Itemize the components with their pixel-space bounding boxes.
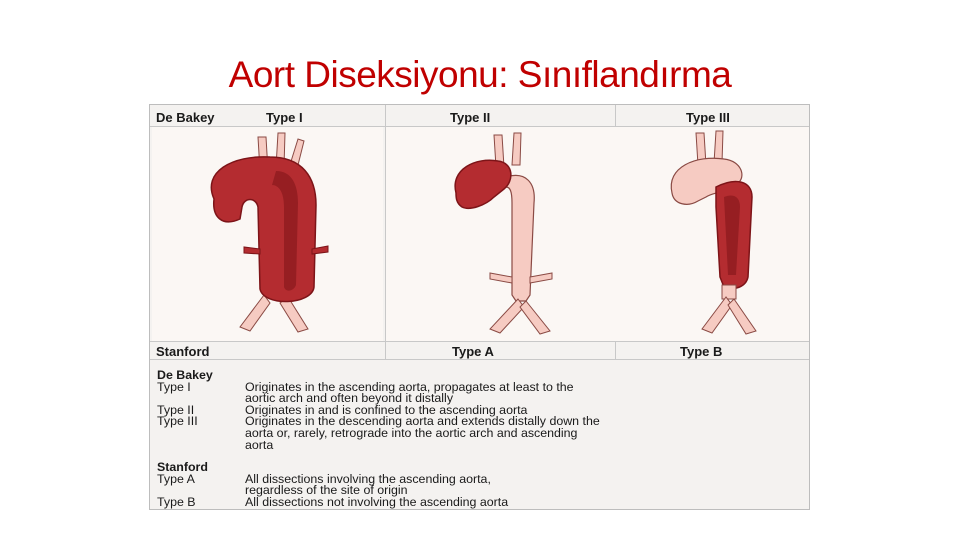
legend-key: Type B: [157, 494, 196, 509]
header-type-b: Type B: [680, 344, 723, 359]
slide-title: Aort Diseksiyonu: Sınıflandırma: [228, 54, 732, 95]
aorta-type-i-drawing: [152, 127, 383, 341]
aorta-type-ii-drawing: [386, 127, 615, 341]
legend-key: Type II: [157, 402, 195, 417]
stanford-rule-bottom: [150, 359, 810, 360]
legend-text: Originates in the descending aorta and extends distally down the: [245, 414, 600, 429]
panel-type-ii: [386, 127, 617, 341]
legend-row: [157, 494, 807, 509]
iliac-branch: [520, 301, 550, 334]
legend-key: Type I: [157, 379, 191, 394]
legend-stanford-heading: Stanford: [157, 460, 208, 475]
legend-text: Originates in the ascending aorta, propagates at least to the: [245, 379, 574, 394]
legend-row: [157, 471, 807, 498]
branch-vessel: [490, 273, 512, 283]
legend-key: Type III: [157, 414, 198, 429]
iliac-branch: [728, 299, 756, 334]
legend-key: Type A: [157, 471, 195, 486]
panel-type-i: [152, 127, 383, 341]
legend-row: [157, 379, 807, 406]
legend-debakey-heading: De Bakey: [157, 368, 213, 382]
legend-text: regardless of the site of origin: [245, 483, 408, 498]
header-type-ii: Type II: [450, 110, 491, 125]
branch-vessel: [530, 273, 552, 283]
stanford-label: Stanford: [156, 344, 210, 359]
header-type-iii: Type III: [686, 110, 730, 125]
stanford-rule-top: [150, 341, 810, 342]
branch-vessel: [244, 247, 260, 254]
legend-text: All dissections not involving the ascending aorta: [245, 494, 509, 509]
legend-text: aortic arch and often beyond it distally: [245, 391, 454, 406]
legend-text: aorta: [245, 437, 274, 452]
legend-row: [157, 416, 807, 451]
classification-figure: [149, 104, 810, 510]
header-type-i: Type I: [266, 110, 303, 125]
arch-vessel: [512, 133, 521, 165]
iliac-branch: [490, 299, 524, 333]
legend-text: All dissections involving the ascending aorta,: [245, 471, 491, 486]
iliac-branch: [702, 297, 732, 333]
header-type-a: Type A: [452, 344, 494, 359]
panel-type-iii: [616, 127, 810, 341]
legend-text: Originates in and is confined to the ascending aorta: [245, 402, 528, 417]
legend-text: aorta or, rarely, retrograde into the aortic arch and ascending: [245, 425, 578, 440]
normal-aorta: [722, 285, 736, 299]
debakey-label: De Bakey: [156, 110, 215, 125]
iliac-branch: [240, 295, 270, 331]
dissected-segment: [455, 160, 511, 208]
aorta-type-iii-drawing: [616, 127, 809, 341]
classification-legend: [157, 370, 807, 509]
dissected-segment: [211, 157, 316, 302]
